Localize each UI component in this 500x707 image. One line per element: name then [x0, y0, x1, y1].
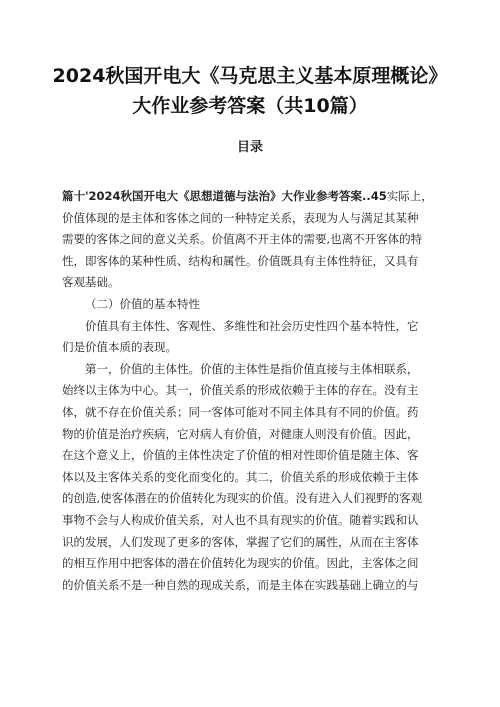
- body-line: 客观基础。: [62, 275, 120, 290]
- body-line: 价值体现的是主体和客体之间的一种特定关系，表现为人与满足其某种: [62, 210, 419, 225]
- body-line: 需要的客体之间的意义关系。价值离不开主体的需要,也离不开客体的特: [62, 232, 423, 247]
- body-line: 始终以主体为中心。其一，价值关系的形成依赖于主体的存在。没有主: [62, 383, 419, 398]
- toc-entry[interactable]: 篇十'2024秋国开电大《思想道德与法治》大作业参考答案..45: [62, 189, 387, 203]
- body-line: 第一，价值的主体性。价值的主体性是指价值直接与主体相联系，: [85, 361, 419, 376]
- body-line: 事物不会与人构成价值关系，对人也不具有现实的价值。随着实践和认: [62, 512, 419, 527]
- body-line: 物的价值是治疗疾病，它对病人有价值，对健康人则没有价值。因此，: [62, 426, 419, 441]
- body-line: 的价值关系不是一种自然的现成关系，而是主体在实践基础上确立的与: [62, 577, 419, 592]
- body-line: 性，即客体的某种性质、结构和属性。价值既具有主体性特征，又具有: [62, 253, 419, 268]
- body-line: 的创造,使客体潜在的价值转化为现实的价值。没有进入人们视野的客观: [62, 491, 423, 506]
- body-line: 在这个意义上，价值的主体性决定了价值的相对性即价值是随主体、客: [62, 448, 419, 463]
- section-heading: （二）价值的基本特性: [85, 296, 200, 311]
- body-line: [62, 186, 454, 208]
- document-body: [62, 186, 454, 596]
- body-line: 们是价值本质的表现。: [62, 340, 177, 355]
- body-line: 识的发展，人们发现了更多的客体，掌握了它们的属性，从而在主客体: [62, 534, 419, 549]
- toc-heading: 目录: [236, 140, 263, 155]
- document-title-line1: 2024秋国开电大《马克思主义基本原理概论》: [52, 65, 448, 87]
- body-line: 体，就不存在价值关系；同一客体可能对不同主体具有不同的价值。药: [62, 404, 419, 419]
- document-title-line2: 大作业参考答案（共10篇）: [132, 95, 368, 117]
- body-line: 的相互作用中把客体的潜在价值转化为现实的价值。因此，主客体之间: [62, 556, 419, 571]
- body-line: 价值具有主体性、客观性、多维性和社会历史性四个基本特性，它: [85, 318, 419, 333]
- body-text: 实际上，: [386, 189, 433, 203]
- body-line: 体以及主客体关系的变化而变化的。其二，价值关系的形成依赖于主体: [62, 469, 419, 484]
